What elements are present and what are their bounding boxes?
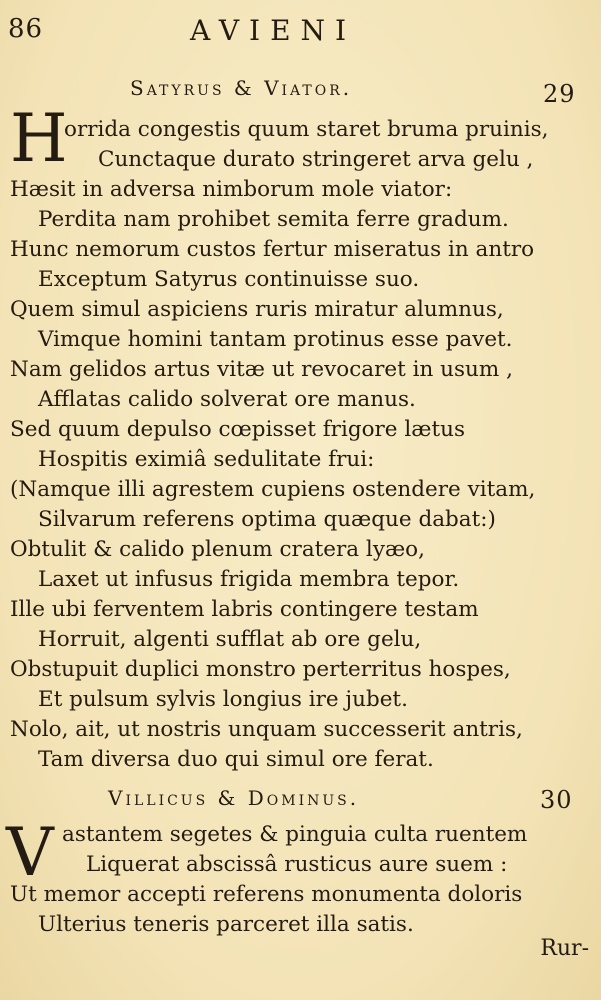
verse-line: Afflatas calido solverat ore manus.: [38, 387, 416, 412]
verse-line: Et pulsum sylvis longius ire jubet.: [38, 687, 408, 712]
verse-line: Laxet ut infusus frigida membra tepor.: [38, 567, 460, 592]
verse-line: Exceptum Satyrus continuisse suo.: [38, 267, 420, 292]
verse-line: Ille ubi ferventem labris contingere testam: [10, 597, 479, 622]
fable-number: 30: [540, 786, 573, 814]
verse-line: Quem simul aspiciens ruris miratur alumnus,: [10, 297, 504, 322]
verse-line: Nolo, ait, ut nostris unquam successerit antris,: [10, 717, 523, 742]
verse-line: Liquerat abscissâ rusticus aure suem :: [86, 852, 508, 877]
running-title: AVIENI: [190, 14, 357, 47]
verse-line: Tam diversa duo qui simul ore ferat.: [38, 747, 434, 772]
verse-line: Hæsit in adversa nimborum mole viator:: [10, 177, 453, 202]
verse-line: Obtulit & calido plenum cratera lyæo,: [10, 537, 425, 562]
verse-line: astantem segetes & pinguia culta ruentem: [62, 822, 528, 847]
verse-line: Nam gelidos artus vitæ ut revocaret in usum ,: [10, 357, 513, 382]
fable-number: 29: [543, 80, 576, 108]
drop-capital: V: [6, 814, 54, 891]
page-number: 86: [8, 14, 44, 44]
verse-line: Sed quum depulso cœpisset frigore lætus: [10, 417, 465, 442]
verse-line: Perdita nam prohibet semita ferre gradum.: [38, 207, 509, 232]
verse-line: Horruit, algenti sufflat ab ore gelu,: [38, 627, 422, 652]
verse-line: (Namque illi agrestem cupiens ostendere vitam,: [10, 477, 536, 502]
verse-line: Ut memor accepti referens monumenta doloris: [10, 882, 523, 907]
verse-line: orrida congestis quum staret bruma pruinis,: [64, 117, 549, 142]
verse-line: Obstupuit duplici monstro perterritus hospes,: [10, 657, 511, 682]
verse-line: Hunc nemorum custos fertur miseratus in antro: [10, 237, 535, 262]
verse-line: Cunctaque durato stringeret arva gelu ,: [98, 147, 534, 172]
verse-line: Silvarum referens optima quæque dabat:): [38, 507, 496, 532]
fable-title: Satyrus & Viator.: [130, 76, 353, 100]
fable-title: Villicus & Dominus.: [108, 786, 360, 810]
verse-line: Ulterius teneris parceret illa satis.: [38, 912, 414, 937]
catchword: Rur-: [540, 936, 589, 961]
drop-capital: H: [10, 100, 68, 177]
verse-line: Vimque homini tantam protinus esse pavet.: [38, 327, 513, 352]
verse-line: Hospitis eximiâ sedulitate frui:: [38, 447, 375, 472]
